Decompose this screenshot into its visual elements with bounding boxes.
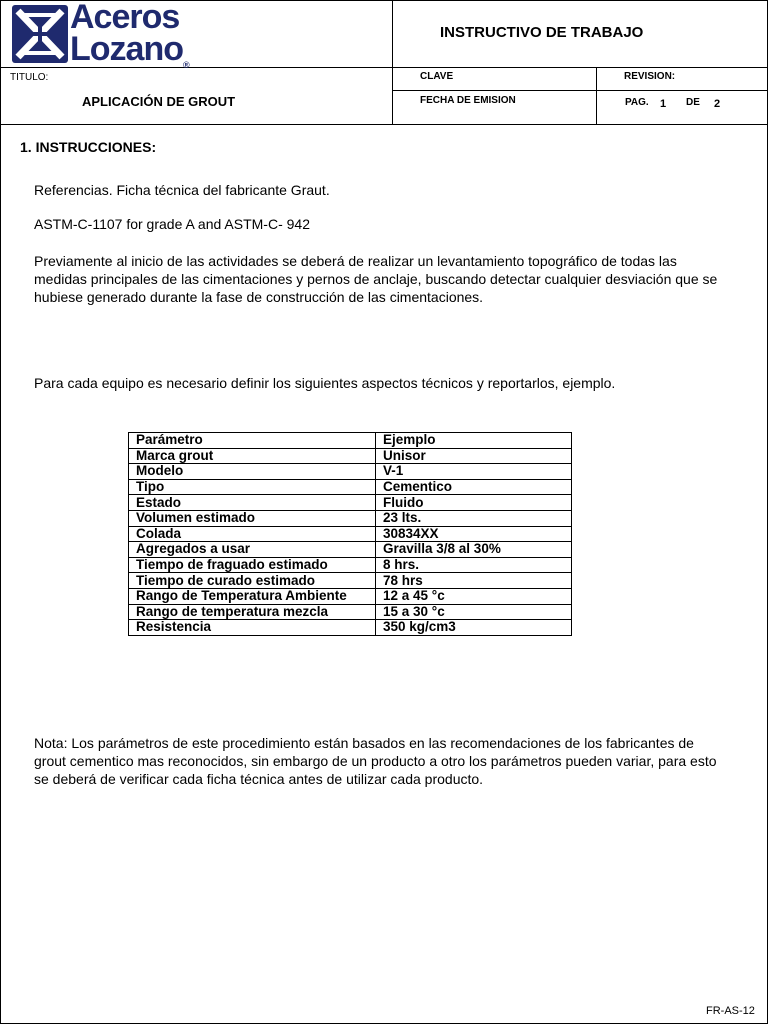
footer-code: FR-AS-12	[706, 1005, 755, 1017]
example-cell: 350 kg/cm3	[376, 620, 572, 636]
paragraph-line: hubiese generado durante la fase de construcción de las cimentaciones.	[34, 289, 484, 305]
parameter-cell: Modelo	[129, 464, 376, 480]
titulo-label: TITULO:	[10, 72, 49, 83]
section-title: 1. INSTRUCCIONES:	[20, 139, 157, 155]
table-row	[129, 495, 572, 511]
titulo-value: APLICACIÓN DE GROUT	[82, 94, 236, 109]
company-logo	[10, 0, 220, 70]
logo-registered-mark: ®	[182, 60, 189, 70]
example-cell: Unisor	[376, 448, 572, 464]
table-row	[129, 604, 572, 620]
header-vdivider-1	[392, 0, 393, 124]
example-cell: Gravilla 3/8 al 30%	[376, 542, 572, 558]
table-row	[129, 479, 572, 495]
example-cell: Cementico	[376, 479, 572, 495]
table-row	[129, 510, 572, 526]
fecha-emision-label: FECHA DE EMISION	[420, 95, 516, 106]
example-cell: Fluido	[376, 495, 572, 511]
parameter-cell: Estado	[129, 495, 376, 511]
logo-wordmark	[70, 0, 189, 70]
example-cell: 12 a 45 °c	[376, 588, 572, 604]
parameter-cell: Volumen estimado	[129, 510, 376, 526]
parameter-cell: Tipo	[129, 479, 376, 495]
revision-label: REVISION:	[624, 71, 676, 82]
astm-text: ASTM-C-1107 for grade A and ASTM-C- 942	[34, 216, 310, 232]
parameter-cell: Tiempo de curado estimado	[129, 573, 376, 589]
paragraph-line: medidas principales de las cimentaciones y pernos de anclaje, buscando detectar cualquier desviación que se	[34, 271, 718, 287]
table-row	[129, 448, 572, 464]
parameter-cell: Agregados a usar	[129, 542, 376, 558]
paragraph-line: se deberá de verificar cada ficha técnica antes de utilizar cada producto.	[34, 771, 484, 787]
de-value: 2	[714, 98, 721, 110]
example-cell: V-1	[376, 464, 572, 480]
example-cell: 78 hrs	[376, 573, 572, 589]
table-row	[129, 620, 572, 636]
parameters-table	[128, 432, 572, 636]
example-cell: 23 lts.	[376, 510, 572, 526]
de-label: DE	[686, 97, 700, 108]
logo-line-1: Aceros	[70, 0, 180, 36]
paragraph-line: Previamente al inicio de las actividades se deberá de realizar un levantamiento topográfico de todas las	[34, 253, 677, 269]
table-row	[129, 573, 572, 589]
example-cell: 15 a 30 °c	[376, 604, 572, 620]
parameter-cell: Rango de Temperatura Ambiente	[129, 588, 376, 604]
nota-paragraph	[34, 734, 717, 788]
parameter-cell: Resistencia	[129, 620, 376, 636]
parameter-cell: Parámetro	[129, 433, 376, 449]
table-header-row	[129, 433, 572, 449]
header-vdivider-2	[596, 67, 597, 124]
parameter-cell: Tiempo de fraguado estimado	[129, 557, 376, 573]
example-cell: Ejemplo	[376, 433, 572, 449]
parameter-cell: Rango de temperatura mezcla	[129, 604, 376, 620]
doc-type-title: INSTRUCTIVO DE TRABAJO	[440, 24, 644, 41]
example-cell: 30834XX	[376, 526, 572, 542]
table-row	[129, 526, 572, 542]
header-divider-3	[0, 124, 768, 125]
paragraph-previamente	[34, 252, 717, 306]
aceros-lozano-logo-icon	[10, 3, 70, 65]
pag-label: PAG.	[625, 97, 649, 108]
clave-label: CLAVE	[420, 71, 454, 82]
table-row	[129, 464, 572, 480]
table-row	[129, 588, 572, 604]
references-text: Referencias. Ficha técnica del fabricante Graut.	[34, 182, 330, 198]
paragraph-line: Nota: Los parámetros de este procedimiento están basados en las recomendaciones de los fabricantes de	[34, 735, 694, 751]
table-row	[129, 557, 572, 573]
table-row	[129, 542, 572, 558]
parameter-cell: Colada	[129, 526, 376, 542]
paragraph-para-cada-equipo: Para cada equipo es necesario definir los siguientes aspectos técnicos y reportarlos, ejemplo.	[34, 375, 616, 391]
example-cell: 8 hrs.	[376, 557, 572, 573]
logo-line-2: Lozano	[70, 30, 183, 68]
header-divider-2	[392, 90, 768, 91]
paragraph-line: grout cementico mas reconocidos, sin embargo de un producto a otro los parámetros pueden variar, para esto	[34, 753, 717, 769]
pag-value: 1	[660, 98, 667, 110]
parameter-cell: Marca grout	[129, 448, 376, 464]
